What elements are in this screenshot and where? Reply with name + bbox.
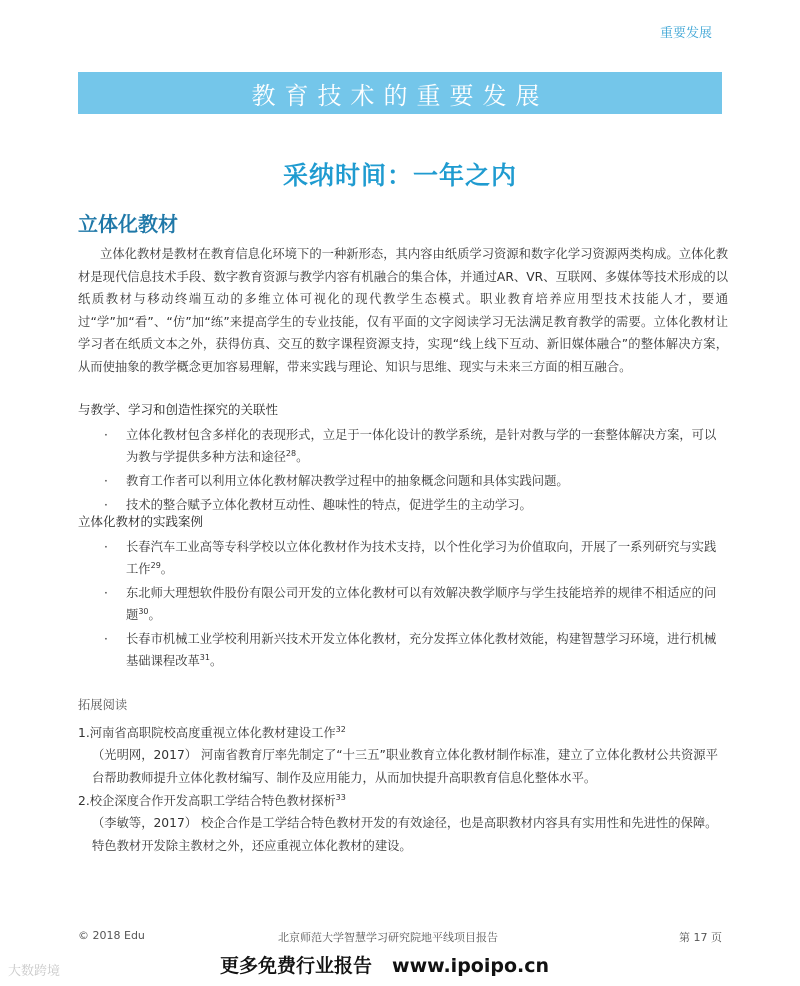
cases-list xyxy=(78,536,728,672)
reading-item-title: 2.校企深度合作开发高职工学结合特色教材探析$^{33}$ xyxy=(78,792,346,808)
header-tag: 重要发展 xyxy=(659,26,712,41)
list-item xyxy=(78,470,728,492)
body-paragraph xyxy=(78,243,728,379)
bullet-icon: · xyxy=(104,498,108,512)
list-item-text: 技术的整合赋予立体化教材互动性、趣味性的特点，促进学生的主动学习。 xyxy=(126,498,532,512)
bullet-icon: · xyxy=(104,540,108,554)
list-item-text: 教育工作者可以利用立体化教材解决教学过程中的抽象概念问题和具体实践问题。 xyxy=(126,474,569,488)
list-item: · 东北师大理想软件股份有限公司开发的立体化教材可以有效解决教学顺序与学生技能培养的规律不相适应的问题$^{30}$。 xyxy=(78,582,728,626)
relevance-list xyxy=(78,424,728,516)
list-item-text: 东北师大理想软件股份有限公司开发的立体化教材可以有效解决教学顺序与学生技能培养的规律不相适应的问题 xyxy=(126,586,717,622)
footer-report-title: 北京师范大学智慧学习研究院地平线项目报告 xyxy=(278,931,498,944)
footer-promo xyxy=(220,951,549,978)
further-reading-label: 拓展阅读 xyxy=(78,698,128,712)
watermark: 大数跨境 xyxy=(8,964,61,979)
bullet-icon: · xyxy=(104,428,108,442)
list-item-text: 长春市机械工业学校利用新兴技术开发立体化教材，充分发挥立体化教材效能，构建智慧学习环境，进行机械基础课程改革 xyxy=(126,632,717,668)
further-reading xyxy=(78,695,728,858)
promo-url[interactable]: www.ipoipo.cn xyxy=(392,955,550,977)
footnote-ref: 29 xyxy=(150,560,161,570)
footnote-ref: 31 xyxy=(199,652,210,662)
list-item-text: 立体化教材包含多样化的表现形式，立足于一体化设计的教学系统，是针对教与学的一套整体解决方案，可以为教与学提供多种方法和途径 xyxy=(126,428,717,464)
list-item: · 长春汽车工业高等专科学校以立体化教材作为技术支持，以个性化学习为价值取向，开展了一系列研究与实践工作$^{29}$。 xyxy=(78,536,728,580)
relevance-heading: 与教学、学习和创造性探究的关联性 xyxy=(78,402,279,417)
page-footer xyxy=(78,929,722,944)
footnote-ref: 32 xyxy=(335,724,346,734)
list-item: · 长春市机械工业学校利用新兴技术开发立体化教材，充分发挥立体化教材效能，构建智慧学习环境，进行机械基础课程改革$^{31}$。 xyxy=(78,628,728,672)
cases-heading: 立体化教材的实践案例 xyxy=(78,514,204,529)
bullet-icon: · xyxy=(104,632,108,646)
footnote-ref: 33 xyxy=(335,792,346,802)
footer-copyright: © 2018 Edu xyxy=(78,929,145,942)
list-item-text: 长春汽车工业高等专科学校以立体化教材作为技术支持，以个性化学习为价值取向，开展了一系列研究与实践工作 xyxy=(126,540,717,576)
footer-page-number: 第 17 页 xyxy=(679,931,722,944)
bullet-icon: · xyxy=(104,474,108,488)
adoption-subtitle: 采纳时间：一年之内 xyxy=(282,161,517,190)
banner-title: 教育技术的重要发展 xyxy=(78,72,722,114)
relevance-block xyxy=(78,400,728,518)
list-item: · 立体化教材包含多样化的表现形式，立足于一体化设计的教学系统，是针对教与学的一套整体解决方案，可以为教与学提供多种方法和途径$^{28}$。 xyxy=(78,424,728,468)
promo-text: 更多免费行业报告 xyxy=(220,955,373,977)
reading-item-title: 1.河南省高职院校高度重视立体化教材建设工作$^{32}$ xyxy=(78,724,346,740)
footnote-ref: 30 xyxy=(138,606,149,616)
bullet-icon: · xyxy=(104,586,108,600)
footnote-ref: 28 xyxy=(285,448,297,458)
cases-block xyxy=(78,512,728,674)
body-paragraph-text: 立体化教材是教材在教育信息化环境下的一种新形态，其内容由纸质学习资源和数字化学习资源两类构成。立体化教材是现代信息技术手段、数字教育资源与教学内容有机融合的集合体，并通过AR、VR、互联网、多媒体等技术形成的以纸质教材与移动终端互动的多维立体可视化的现代教学生态模式。职业教育培养应用型技术技能人才，要通过“学”加“看”、“仿”加“练”来提高学生的专业技能，仅有平面的文字阅读学习无法满足教育教学的需要。立体化教材让学习者在纸质文本之外，获得仿真、交互的数字课程资源支持，实现“线上线下互动、新旧媒体融合”的整体解决方案，从而使抽象的教学概念更加容易理解，带来实践与理论、知识与思维、现实与未来三方面的相互融合。 xyxy=(78,247,728,374)
reading-item-desc: （李敏等，2017） 校企合作是工学结合特色教材开发的有效途径，也是高职教材内容具有实用性和先进性的保障。特色教材开发除主教材之外，还应重视立体化教材的建设。 xyxy=(92,816,718,853)
reading-item-desc: （光明网，2017） 河南省教育厅率先制定了“十三五”职业教育立体化教材制作标准，建立了立体化教材公共资源平台帮助教师提升立体化教材编写、制作及应用能力，从而加快提升高职教育信息化整体水平。 xyxy=(92,748,718,785)
section-heading: 立体化教材 xyxy=(78,212,178,236)
